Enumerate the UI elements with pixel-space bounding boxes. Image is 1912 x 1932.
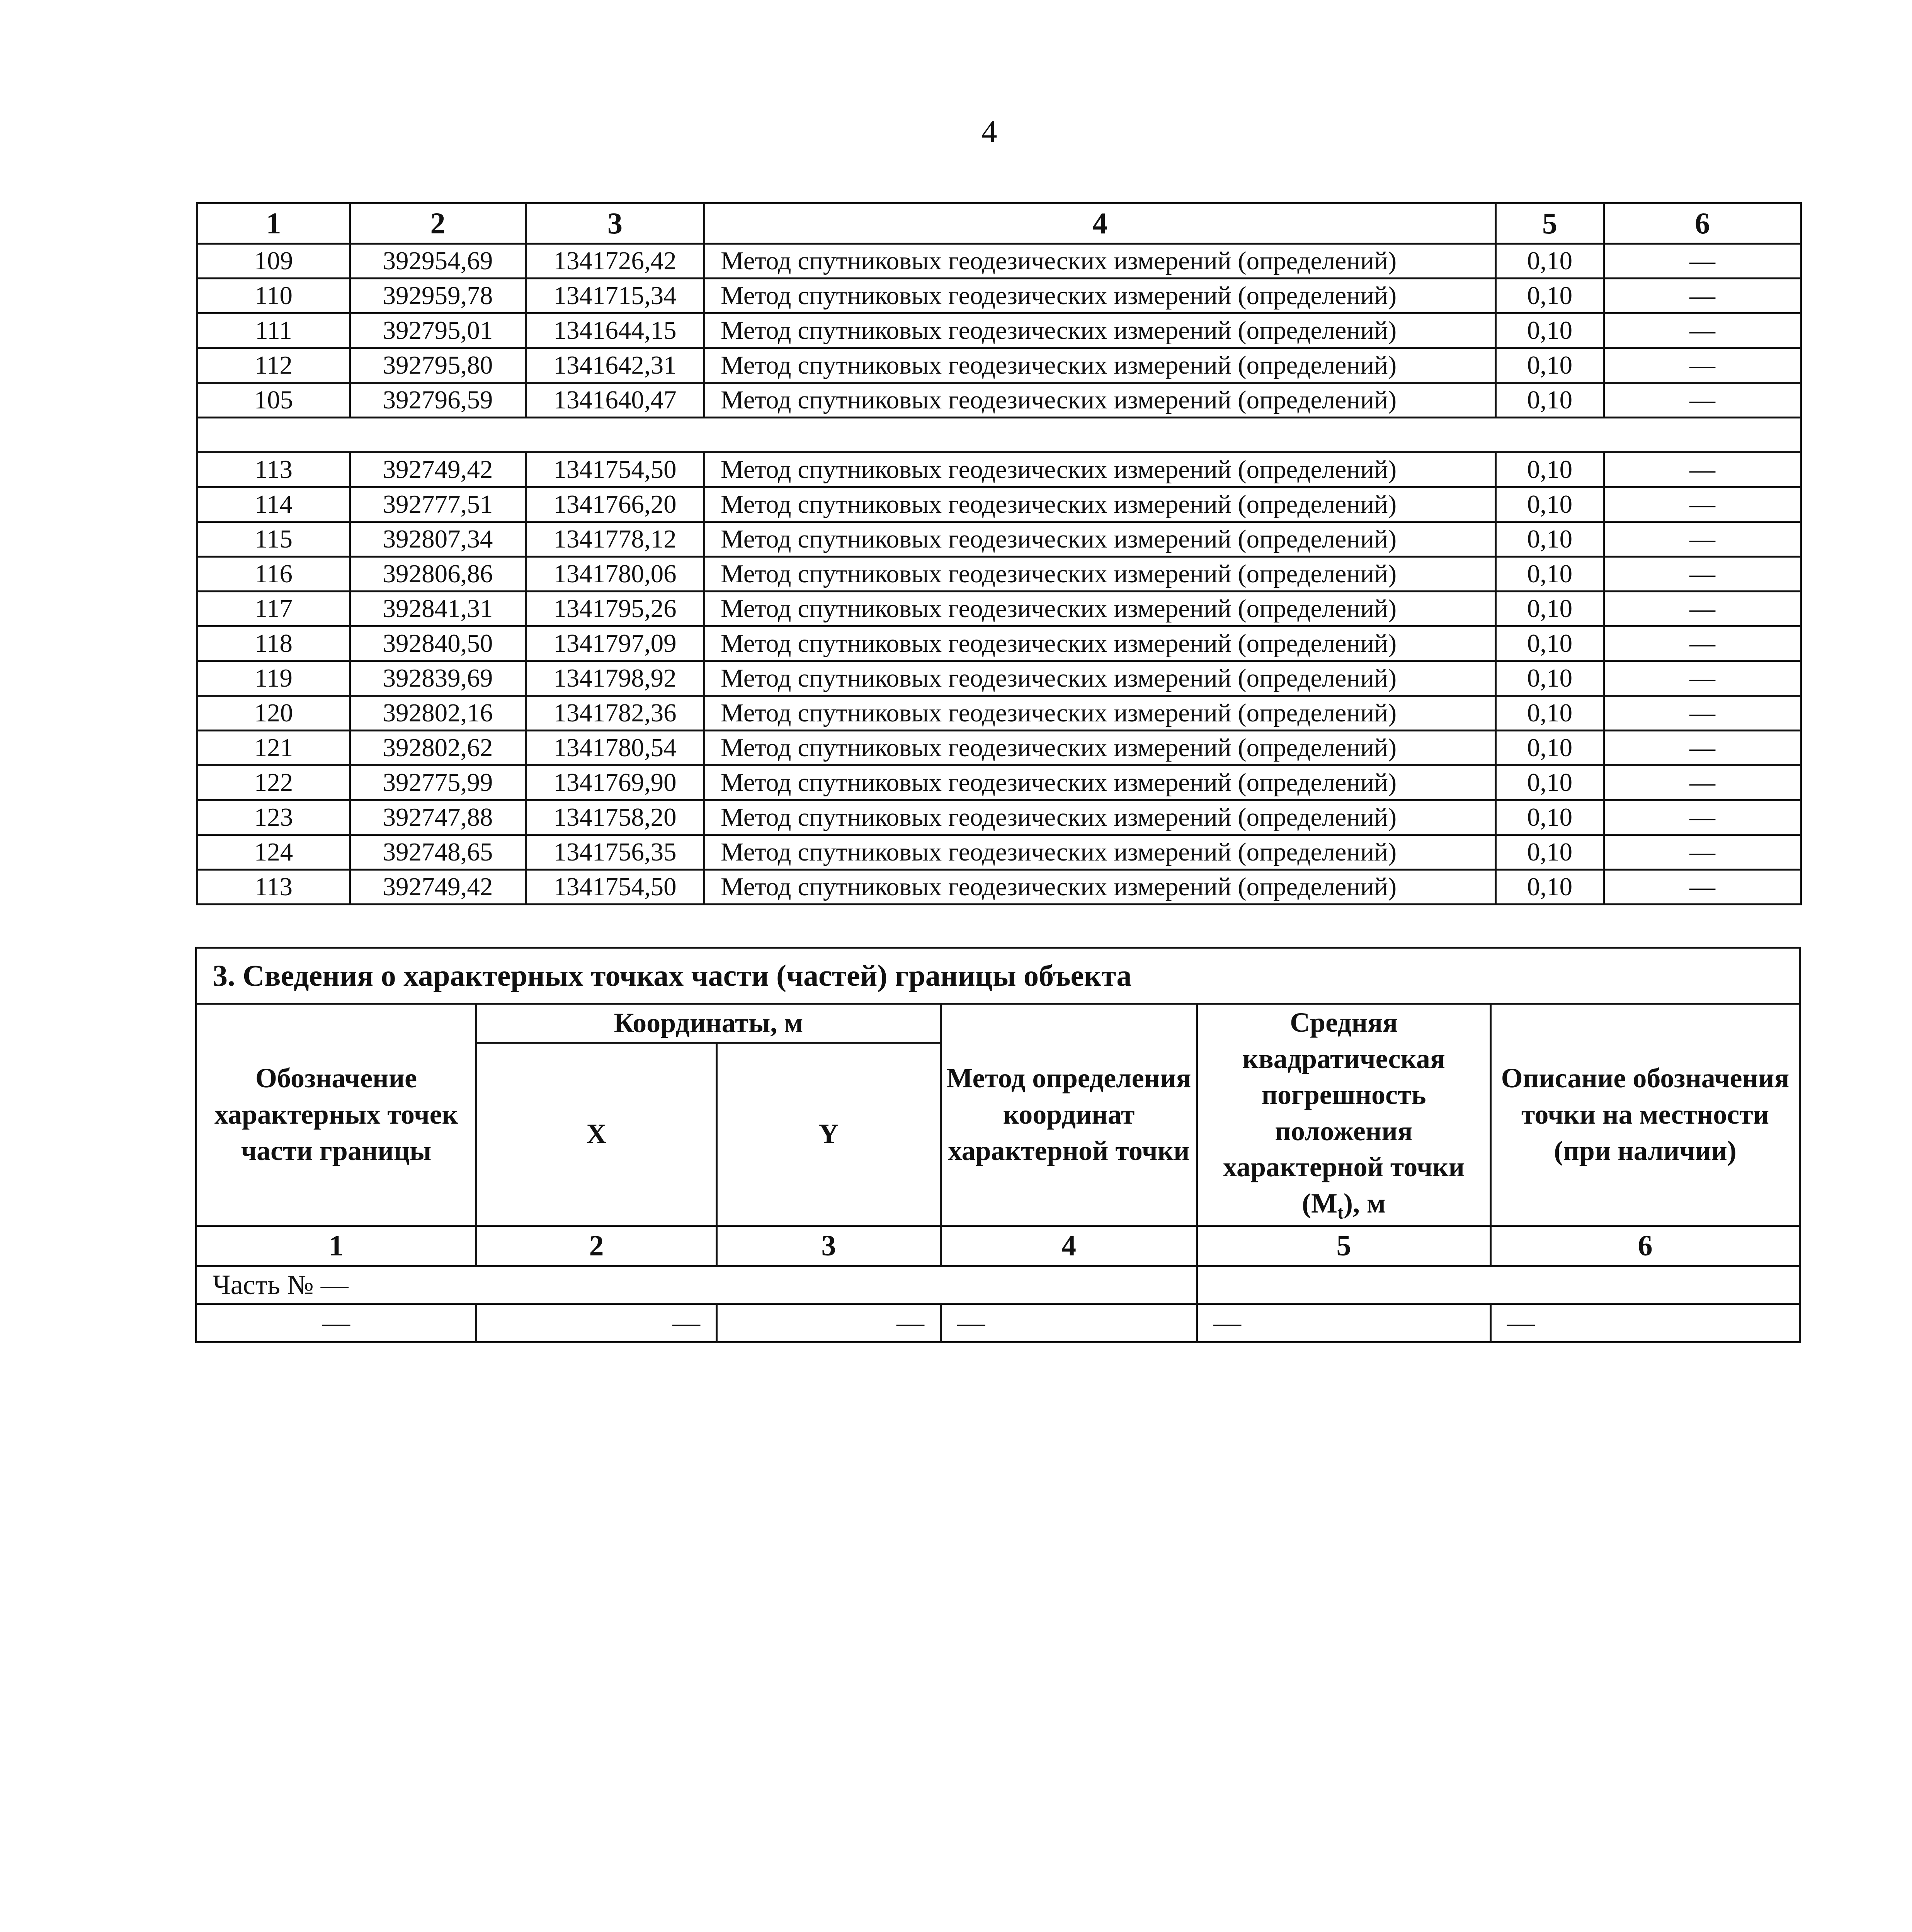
method-cell: Метод спутниковых геодезических измерений (определений) — [704, 835, 1496, 870]
accuracy-cell: 0,10 — [1496, 731, 1604, 765]
description-cell: — — [1604, 696, 1801, 731]
y-coordinate-cell: 1341726,42 — [526, 244, 704, 279]
method-header: Метод определения координат характерной точки — [941, 1004, 1197, 1226]
table-row — [197, 313, 1801, 348]
point-number-cell: 124 — [197, 835, 350, 870]
point-number-cell: 109 — [197, 244, 350, 279]
dash-cell-5: — — [1197, 1304, 1491, 1342]
table-row — [197, 348, 1801, 383]
y-coordinate-cell: 1341644,15 — [526, 313, 704, 348]
accuracy-header-subscript: t — [1337, 1202, 1344, 1223]
method-cell: Метод спутниковых геодезических измерений (определений) — [704, 765, 1496, 800]
point-number-cell: 122 — [197, 765, 350, 800]
col-header-5: 5 — [1496, 203, 1604, 244]
y-coordinate-cell: 1341778,12 — [526, 522, 704, 557]
description-cell: — — [1604, 348, 1801, 383]
method-cell: Метод спутниковых геодезических измерений (определений) — [704, 244, 1496, 279]
method-cell: Метод спутниковых геодезических измерений (определений) — [704, 592, 1496, 626]
method-cell: Метод спутниковых геодезических измерений (определений) — [704, 487, 1496, 522]
table-row — [197, 835, 1801, 870]
accuracy-cell: 0,10 — [1496, 870, 1604, 905]
column-number-3: 3 — [717, 1226, 941, 1266]
y-coordinate-cell: 1341758,20 — [526, 800, 704, 835]
method-cell: Метод спутниковых геодезических измерений (определений) — [704, 522, 1496, 557]
description-header: Описание обозначения точки на местности (при наличии) — [1491, 1004, 1800, 1226]
dash-cell-3: — — [717, 1304, 941, 1342]
y-coordinate-cell: 1341754,50 — [526, 870, 704, 905]
part-boundary-table — [195, 947, 1801, 1343]
x-coordinate-cell: 392959,78 — [350, 279, 526, 313]
y-header: Y — [717, 1043, 941, 1226]
point-number-cell: 105 — [197, 383, 350, 418]
table-row — [197, 765, 1801, 800]
description-cell: — — [1604, 487, 1801, 522]
accuracy-cell: 0,10 — [1496, 765, 1604, 800]
table-row — [197, 626, 1801, 661]
x-coordinate-cell: 392802,62 — [350, 731, 526, 765]
point-number-cell: 110 — [197, 279, 350, 313]
table-row — [197, 244, 1801, 279]
accuracy-cell: 0,10 — [1496, 696, 1604, 731]
y-coordinate-cell: 1341766,20 — [526, 487, 704, 522]
accuracy-cell: 0,10 — [1496, 661, 1604, 696]
point-number-cell: 123 — [197, 800, 350, 835]
method-cell: Метод спутниковых геодезических измерений (определений) — [704, 696, 1496, 731]
x-coordinate-cell: 392795,80 — [350, 348, 526, 383]
page-number: 4 — [981, 114, 997, 149]
boundary-points-table — [196, 202, 1802, 905]
description-cell: — — [1604, 313, 1801, 348]
point-number-cell: 115 — [197, 522, 350, 557]
method-cell: Метод спутниковых геодезических измерений (определений) — [704, 626, 1496, 661]
col-header-1: 1 — [197, 203, 350, 244]
method-cell: Метод спутниковых геодезических измерений (определений) — [704, 313, 1496, 348]
x-coordinate-cell: 392806,86 — [350, 557, 526, 592]
point-number-cell: 113 — [197, 870, 350, 905]
table-row — [197, 870, 1801, 905]
method-cell: Метод спутниковых геодезических измерений (определений) — [704, 557, 1496, 592]
description-cell: — — [1604, 557, 1801, 592]
point-number-cell: 121 — [197, 731, 350, 765]
accuracy-cell: 0,10 — [1496, 522, 1604, 557]
description-cell: — — [1604, 626, 1801, 661]
point-number-cell: 118 — [197, 626, 350, 661]
y-coordinate-cell: 1341754,50 — [526, 452, 704, 487]
table-row — [197, 383, 1801, 418]
accuracy-cell: 0,10 — [1496, 279, 1604, 313]
method-cell: Метод спутниковых геодезических измерений (определений) — [704, 383, 1496, 418]
column-number-2: 2 — [476, 1226, 717, 1266]
description-cell: — — [1604, 661, 1801, 696]
col-header-2: 2 — [350, 203, 526, 244]
description-cell: — — [1604, 592, 1801, 626]
x-coordinate-cell: 392840,50 — [350, 626, 526, 661]
contour-1-rows — [197, 244, 1801, 418]
point-number-cell: 114 — [197, 487, 350, 522]
point-number-cell: 113 — [197, 452, 350, 487]
part-label: Часть № — — [196, 1266, 1197, 1304]
x-coordinate-cell: 392748,65 — [350, 835, 526, 870]
section-title: 3. Сведения о характерных точках части (частей) границы объекта — [196, 948, 1800, 1004]
col-header-4: 4 — [704, 203, 1496, 244]
method-cell: Метод спутниковых геодезических измерений (определений) — [704, 870, 1496, 905]
table-row — [197, 661, 1801, 696]
x-coordinate-cell: 392795,01 — [350, 313, 526, 348]
point-number-cell: 117 — [197, 592, 350, 626]
y-coordinate-cell: 1341795,26 — [526, 592, 704, 626]
col-header-3: 3 — [526, 203, 704, 244]
x-coordinate-cell: 392807,34 — [350, 522, 526, 557]
y-coordinate-cell: 1341780,54 — [526, 731, 704, 765]
accuracy-cell: 0,10 — [1496, 348, 1604, 383]
accuracy-cell: 0,10 — [1496, 244, 1604, 279]
contour-separator-row — [197, 418, 1801, 452]
dash-cell-4: — — [941, 1304, 1197, 1342]
y-coordinate-cell: 1341798,92 — [526, 661, 704, 696]
point-number-cell: 112 — [197, 348, 350, 383]
table-row — [197, 522, 1801, 557]
table-row — [197, 800, 1801, 835]
x-coordinate-cell: 392802,16 — [350, 696, 526, 731]
accuracy-cell: 0,10 — [1496, 626, 1604, 661]
column-number-5: 5 — [1197, 1226, 1491, 1266]
x-coordinate-cell: 392775,99 — [350, 765, 526, 800]
method-cell: Метод спутниковых геодезических измерений (определений) — [704, 731, 1496, 765]
accuracy-cell: 0,10 — [1496, 383, 1604, 418]
x-coordinate-cell: 392839,69 — [350, 661, 526, 696]
description-cell: — — [1604, 870, 1801, 905]
description-cell: — — [1604, 244, 1801, 279]
description-cell: — — [1604, 800, 1801, 835]
accuracy-header — [1197, 1004, 1491, 1226]
y-coordinate-cell: 1341782,36 — [526, 696, 704, 731]
dash-cell-1: — — [196, 1304, 476, 1342]
accuracy-cell: 0,10 — [1496, 487, 1604, 522]
description-cell: — — [1604, 765, 1801, 800]
x-coordinate-cell: 392777,51 — [350, 487, 526, 522]
header-row — [197, 203, 1801, 244]
description-cell: — — [1604, 452, 1801, 487]
accuracy-cell: 0,10 — [1496, 835, 1604, 870]
description-cell: — — [1604, 835, 1801, 870]
x-coordinate-cell: 392954,69 — [350, 244, 526, 279]
y-coordinate-cell: 1341642,31 — [526, 348, 704, 383]
accuracy-cell: 0,10 — [1496, 313, 1604, 348]
accuracy-header-tail: ), м — [1343, 1187, 1386, 1219]
accuracy-cell: 0,10 — [1496, 800, 1604, 835]
table-row — [197, 557, 1801, 592]
accuracy-cell: 0,10 — [1496, 557, 1604, 592]
point-number-cell: 111 — [197, 313, 350, 348]
accuracy-cell: 0,10 — [1496, 592, 1604, 626]
point-number-cell: 120 — [197, 696, 350, 731]
table-row — [197, 279, 1801, 313]
table-row — [197, 487, 1801, 522]
description-cell: — — [1604, 731, 1801, 765]
separator-cell — [197, 418, 1801, 452]
method-cell: Метод спутниковых геодезических измерений (определений) — [704, 348, 1496, 383]
table-row — [197, 731, 1801, 765]
col-header-6: 6 — [1604, 203, 1801, 244]
x-coordinate-cell: 392749,42 — [350, 870, 526, 905]
point-number-cell: 116 — [197, 557, 350, 592]
description-cell: — — [1604, 279, 1801, 313]
x-header: X — [476, 1043, 717, 1226]
y-coordinate-cell: 1341756,35 — [526, 835, 704, 870]
method-cell: Метод спутниковых геодезических измерений (определений) — [704, 661, 1496, 696]
method-cell: Метод спутниковых геодезических измерений (определений) — [704, 800, 1496, 835]
y-coordinate-cell: 1341715,34 — [526, 279, 704, 313]
part-label-empty — [1197, 1266, 1800, 1304]
designation-header: Обозначение характерных точек части границы — [196, 1004, 476, 1226]
accuracy-header-text: Средняя квадратическая погрешность положения характерной точки (M — [1223, 1007, 1465, 1219]
y-coordinate-cell: 1341769,90 — [526, 765, 704, 800]
y-coordinate-cell: 1341797,09 — [526, 626, 704, 661]
y-coordinate-cell: 1341640,47 — [526, 383, 704, 418]
part-label-row — [196, 1266, 1800, 1304]
x-coordinate-cell: 392796,59 — [350, 383, 526, 418]
part-dash-row — [196, 1304, 1800, 1342]
description-cell: — — [1604, 383, 1801, 418]
column-number-1: 1 — [196, 1226, 476, 1266]
description-cell: — — [1604, 522, 1801, 557]
y-coordinate-cell: 1341780,06 — [526, 557, 704, 592]
x-coordinate-cell: 392747,88 — [350, 800, 526, 835]
dash-cell-2: — — [476, 1304, 717, 1342]
coordinates-header: Координаты, м — [476, 1004, 941, 1043]
column-number-row — [196, 1226, 1800, 1266]
column-number-6: 6 — [1491, 1226, 1800, 1266]
dash-cell-6: — — [1491, 1304, 1800, 1342]
method-cell: Метод спутниковых геодезических измерений (определений) — [704, 279, 1496, 313]
table-row — [197, 592, 1801, 626]
contour-2-rows — [197, 452, 1801, 905]
method-cell: Метод спутниковых геодезических измерений (определений) — [704, 452, 1496, 487]
x-coordinate-cell: 392841,31 — [350, 592, 526, 626]
x-coordinate-cell: 392749,42 — [350, 452, 526, 487]
table-row — [197, 696, 1801, 731]
point-number-cell: 119 — [197, 661, 350, 696]
table-row — [197, 452, 1801, 487]
accuracy-cell: 0,10 — [1496, 452, 1604, 487]
column-number-4: 4 — [941, 1226, 1197, 1266]
